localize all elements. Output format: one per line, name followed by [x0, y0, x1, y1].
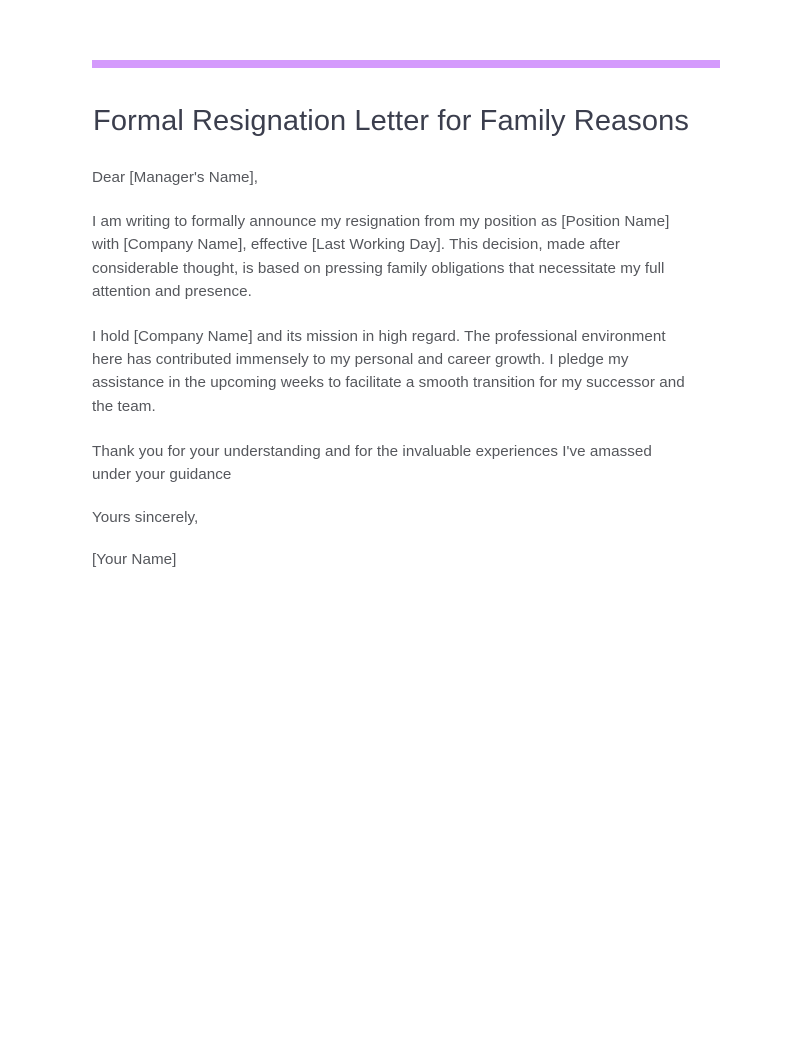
document-content — [92, 100, 690, 571]
letter-signature: [Your Name] — [92, 551, 177, 569]
page-title: Formal Resignation Letter for Family Reasons — [93, 105, 689, 137]
letter-paragraph-3: Thank you for your understanding and for the invaluable experiences I've amassed under your guidance — [92, 442, 652, 482]
letter-body — [92, 166, 690, 571]
accent-bar — [92, 60, 720, 68]
letter-paragraph-1: I am writing to formally announce my resignation from my position as [Position Name] with [Company Name], effective [Last Working Day]. This decision, made after considerable thought, is based on pressing family obligations that necessitate my full attention and presence. — [92, 213, 670, 300]
letter-closing: Yours sincerely, — [92, 508, 199, 526]
letter-salutation: Dear [Manager's Name], — [92, 169, 259, 186]
letter-paragraph-2: I hold [Company Name] and its mission in high regard. The professional environment here has contributed immensely to my personal and career growth. I pledge my assistance in the upcoming weeks to facilitate a smooth transition for my successor and the team. — [92, 328, 685, 415]
